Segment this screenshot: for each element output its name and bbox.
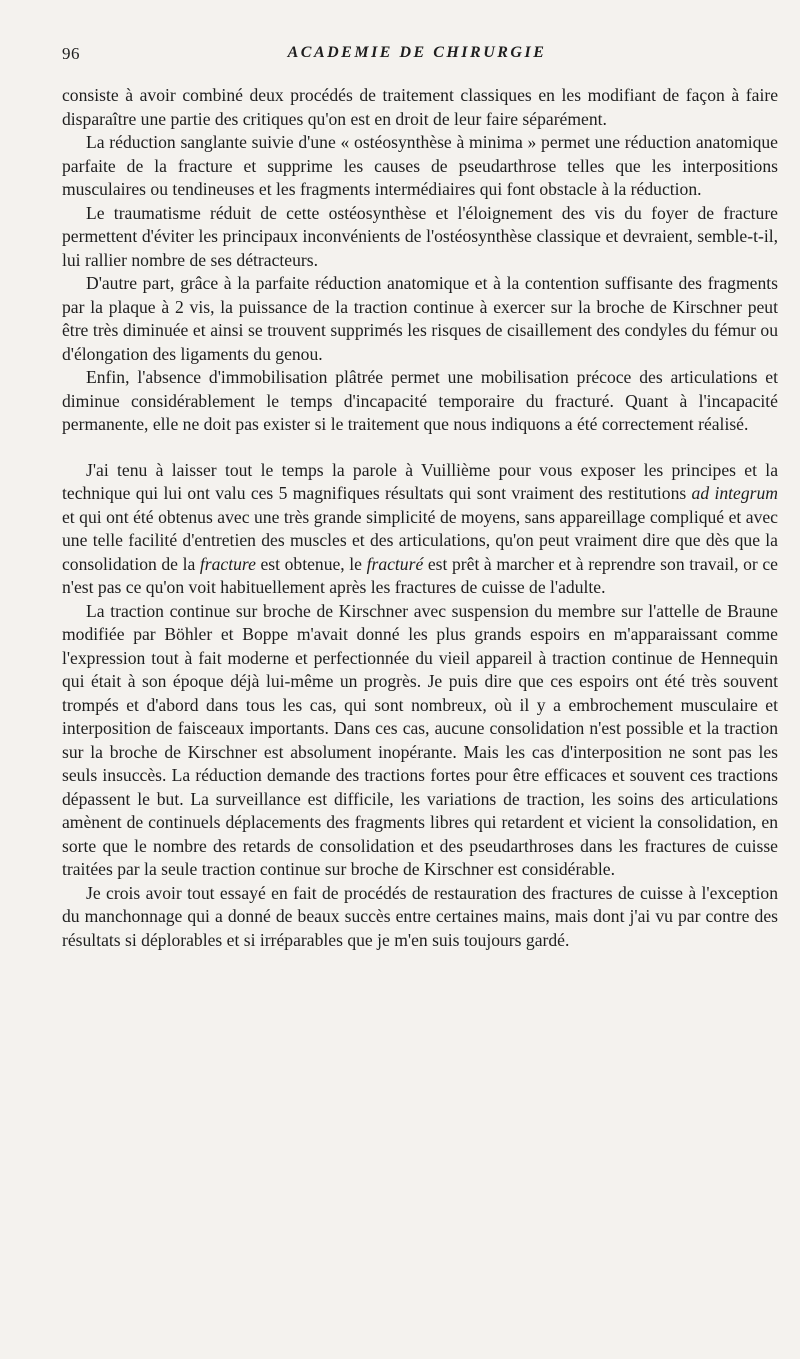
paragraph-6-part-4: est prêt à marcher et à reprendre son travail, or ce n'est pas ce qu'on voit habituellement après les fractures de cuisse de l'adulte. (62, 553, 778, 597)
running-title: ACADEMIE DE CHIRURGIE (287, 44, 547, 61)
paragraph-8: Je crois avoir tout essayé en fait de procédés de restauration des fractures de cuisse à l'exception du manchonnage qui a donné de beaux succès entre certaines mains, mais dont j'ai vu par contre des résultats si déplorables et si irréparables que je m'en suis toujours gardé. (62, 882, 778, 950)
emphasis-fracture-patient: fracturé (366, 553, 424, 574)
paragraph-6 (62, 459, 778, 600)
emphasis-fracture: fracture (199, 553, 256, 574)
latin-phrase: ad integrum (691, 483, 778, 503)
paragraph-2: La réduction sanglante suivie d'une « ostéosynthèse à minima » permet une réduction anatomique parfaite de la fracture et supprime les causes de pseudarthrose telles que les interpositions musculaires ou tendineuses et les fragments intermédiaires qui font obstacle à la réduction. (62, 132, 778, 199)
paragraph-5: Enfin, l'absence d'immobilisation plâtrée permet une mobilisation précoce des articulations et diminue considérablement le temps d'incapacité temporaire du fracturé. Quant à l'incapacité permanente, elle ne doit pas exister si le traitement que nous indiquons a été correctement réalisé. (62, 367, 778, 434)
paragraph-1: consiste à avoir combiné deux procédés de traitement classiques en les modifiant de façon à faire disparaître une partie des critiques qu'on est en droit de leur faire séparément. (62, 85, 778, 129)
paragraph-4: D'autre part, grâce à la parfaite réduction anatomique et à la contention suffisante des fragments par la plaque à 2 vis, la puissance de la traction continue à exercer sur la broche de Kirschner peut être très diminuée et ainsi se trouvent supprimés les risques de cisaillement des condyles du fémur ou d'élongation des ligaments du genou. (62, 273, 778, 364)
paragraph-6-part-3: est obtenue, le (255, 553, 367, 574)
paragraph-6-part-1: J'ai tenu à laisser tout le temps la parole à Vuillième pour vous exposer les principes et la technique qui lui ont valu ces 5 magnifiques résultats qui sont vraiment des restitutions (62, 459, 778, 503)
paragraph-7: La traction continue sur broche de Kirschner avec suspension du membre sur l'attelle de Braune modifiée par Böhler et Boppe m'avait donné les plus grands espoirs en m'apparaissant comme l'expression tout à fait moderne et perfectionnée du vieil appareil à traction continue de Hennequin qui était à son époque déjà lui-même un progrès. Je puis dire que ces espoirs ont été très souvent trompés et d'abord dans tous les cas, qui sont nombreux, où il y a embrochement musculaire et interposition de faisceaux importants. Dans ces cas, aucune consolidation n'est possible et la traction sur la broche de Kirschner est absolument inopérante. Mais les cas d'interposition ne sont pas les seuls insuccès. La réduction demande des tractions fortes pour être efficaces et souvent ces tractions dépassent le but. La surveillance est difficile, les variations de traction, les soins des articulations amènent de continuels déplacements des fragments libres qui retardent et vicient la consolidation, en sorte que le nombre des retards de consolidation et des pseudarthroses dans les fractures de cuisse traitées par la seule traction continue sur broche de Kirschner est considérable. (62, 600, 778, 879)
paragraph-3: Le traumatisme réduit de cette ostéosynthèse et l'éloignement des vis du foyer de fracture permettent d'éviter les principaux inconvénients de l'ostéosynthèse classique et devraient, semble-t-il, lui rallier nombre de ses détracteurs. (62, 202, 778, 270)
paragraph-6-part-2: et qui ont été obtenus avec une très grande simplicité de moyens, sans appareillage compliqué et avec une telle facilité d'entretien des muscles et des articulations, qu'on peut vraiment dire que dès que la consolidation de la (62, 506, 778, 574)
page-number: 96 (62, 44, 80, 63)
page-header (62, 40, 772, 70)
body-text (62, 84, 778, 952)
